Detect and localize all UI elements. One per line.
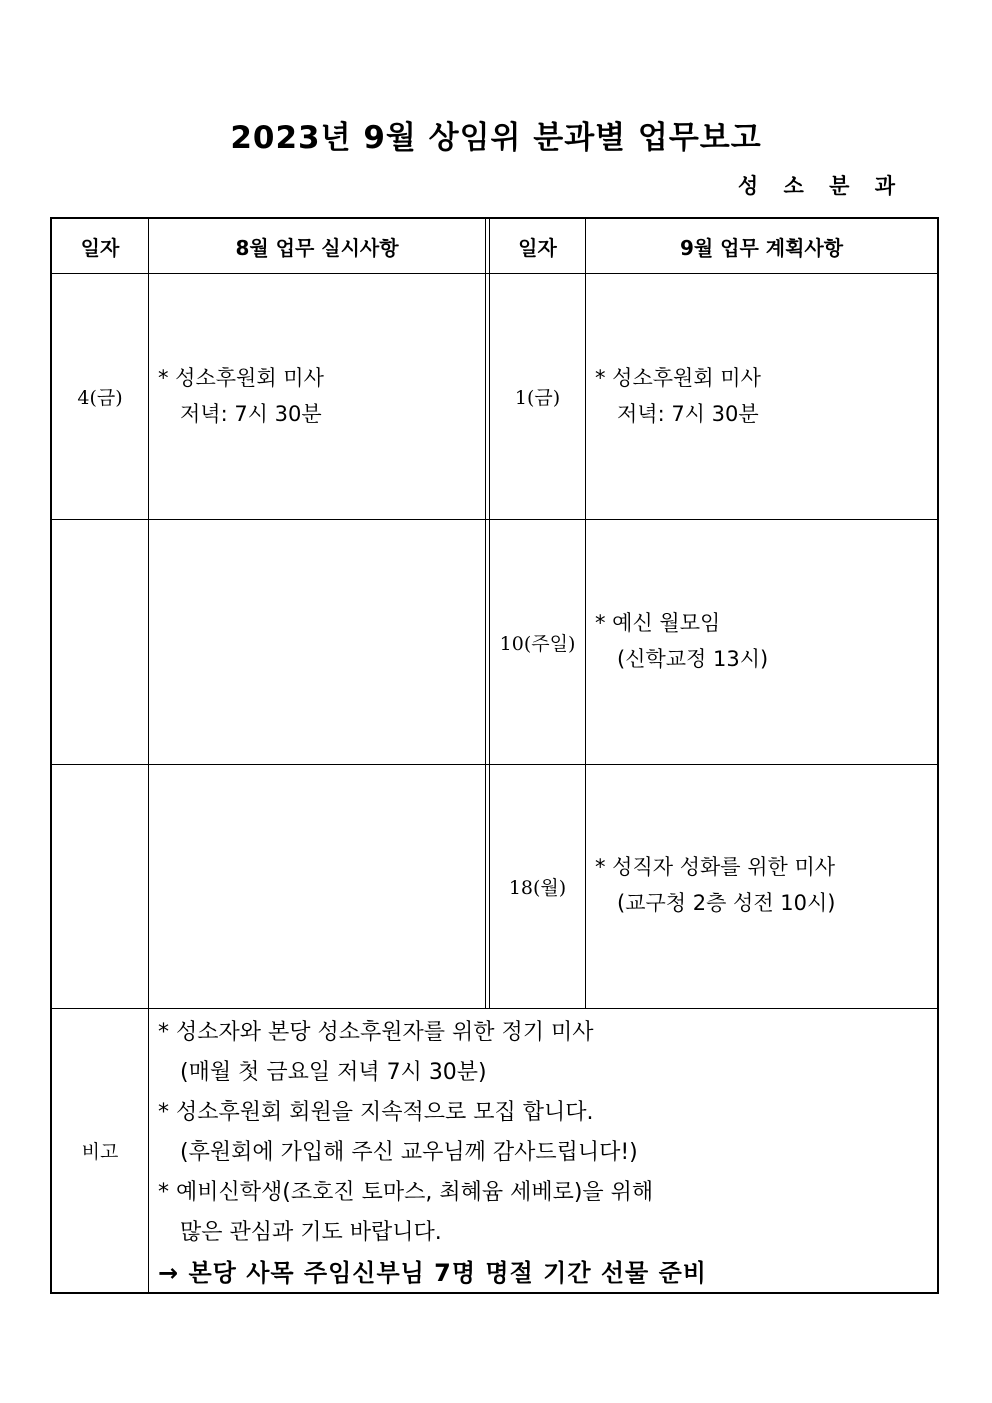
column-divider	[585, 219, 586, 1008]
department-name: 성 소 분 과	[737, 174, 904, 198]
task-line: * 성소후원회 미사	[158, 366, 324, 390]
column-divider	[485, 219, 486, 1008]
plan-line: (신학교정 13시)	[617, 647, 769, 671]
header-date-right: 일자	[518, 235, 557, 260]
plan-line: * 예신 월모임	[595, 611, 721, 635]
remark-line: * 성소후원회 회원을 지속적으로 모집 합니다.	[158, 1100, 594, 1125]
header-august-tasks: 8월 업무 실시사항	[235, 235, 399, 260]
task-line: 저녁: 7시 30분	[180, 402, 322, 426]
remark-line: (후원회에 가입해 주신 교우님께 감사드립니다!)	[180, 1140, 638, 1165]
header-september-plans: 9월 업무 계획사항	[679, 235, 844, 260]
row-date-right: 18(월)	[508, 877, 567, 899]
page-title: 2023년 9월 상임위 분과별 업무보고	[230, 120, 762, 156]
column-divider	[148, 219, 149, 1292]
remark-line: * 성소자와 본당 성소후원자를 위한 정기 미사	[158, 1020, 594, 1045]
august-task-entry	[158, 360, 324, 432]
september-plan-entry	[595, 360, 761, 432]
plan-line: 저녁: 7시 30분	[617, 402, 759, 426]
row-divider	[52, 1008, 937, 1009]
remark-line: * 예비신학생(조호진 토마스, 최혜윰 세베로)을 위해	[158, 1180, 654, 1205]
plan-line: (교구청 2층 성전 10시)	[617, 891, 836, 915]
row-date-right: 10(주일)	[499, 632, 576, 655]
remarks-content	[158, 1013, 707, 1293]
remark-line: 많은 관심과 기도 바랍니다.	[180, 1220, 442, 1245]
remark-highlight-line: → 본당 사목 주임신부님 7명 명절 기간 선물 준비	[158, 1259, 707, 1287]
row-date-right: 1(금)	[514, 387, 561, 409]
plan-line: * 성직자 성화를 위한 미사	[595, 855, 836, 879]
september-plan-entry	[595, 605, 768, 677]
remarks-label: 비고	[81, 1141, 119, 1163]
header-date-left: 일자	[80, 235, 120, 260]
report-table	[50, 217, 939, 1294]
remark-line: (매월 첫 금요일 저녁 7시 30분)	[180, 1060, 487, 1085]
september-plan-entry	[595, 849, 836, 921]
row-date-left: 4(금)	[77, 387, 123, 409]
plan-line: * 성소후원회 미사	[595, 366, 761, 390]
